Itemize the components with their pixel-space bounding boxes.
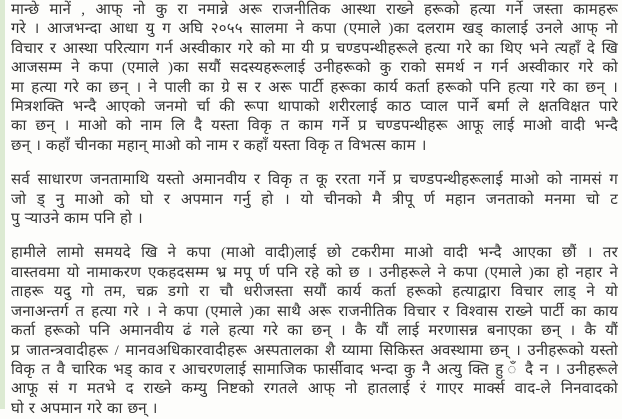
paragraph-1	[11, 1, 618, 156]
text-line: आजसम्म ने कपा (एमाले )का सयौं सदस्यहरूलाई उनीहरूको कु राको समर्थ न गर्न अस्वीकार गरे को	[11, 60, 618, 77]
text-line: वास्तवमा यो नामाकरण एकहदसम्म भ्र मपू र्ण पनि रहे को छ । उनीहरूले ने कपा (एमाले )का हो नहार ने	[11, 264, 618, 281]
article-text	[5, 0, 620, 419]
text-line: जनाअन्तर्ग त हत्या गरे । ने कपा (एमाले )का साथै अरू राजनीतिक विचार र विश्वास राख्ने पार्टी का काय	[11, 303, 618, 320]
text-line: सर्व साधारण जनतामाथि यस्तो अमानवीय र विकृ त कू ररता गर्ने प्र चण्डपन्थीहरूलाई माओ को नामसं ग	[11, 172, 618, 189]
text-line: जो ड् नु माओ को घो र अपमान गर्नु हो । यो चीनको मै त्रीपू र्ण महान जनताको मनमा चो ट	[11, 191, 618, 208]
text-line: गरे । आजभन्दा आधा यु ग अघि २०५५ सालमा ने कपा (एमाले )का दलराम खड् कालाई उनले आफ् नो	[11, 21, 618, 38]
text-line: छन् । कहाँ चीनका महान् माओ को नाम र कहाँ यस्ता विकृ त विभत्स काम ।	[11, 137, 427, 154]
text-line: आफू सं ग मतभे द राख्ने कम्यु निष्टको रगतले आफ् नो हातलाई रं गाएर मार्क्स वाद-ले निनवादको	[11, 381, 618, 398]
text-line: मित्रशक्ति भन्दै आएको जनमो र्चा की रूपा थापाको शरीरलाई काठ प्वाल पार्ने बर्मा ले क्षतविक्षत पारे	[11, 99, 618, 116]
text-line: पु ऱ्याउने काम पनि हो ।	[11, 211, 143, 228]
paragraph-2	[11, 171, 618, 229]
text-line: हामीले लामो समयदे खि ने कपा (माओ वादी)लाई छो टकरीमा माओ वादी भन्दै आएका छौं । तर	[11, 245, 618, 262]
text-line: का छन् । माओ को नाम लि दै यस्ता विकृ त काम गर्ने प्र चण्डपन्थीहरू आफू लाई माओ वादी भन्दै	[11, 118, 618, 135]
text-line: प्र जातन्त्रवादीहरू / मानवअधिकारवादीहरू अस्पतालका शै य्यामा सिकिस्त अवस्थामा छन् । उनीहरूको यस्तो	[11, 342, 618, 359]
text-line: घो र अपमान गरे का छन् ।	[11, 400, 158, 417]
text-line: विकृ त वै चारिक भड् काव र आचरणलाई सामाजिक फार्सीवाद भन्दा कु नै अत्यु क्ति हु ँ दै न । उनीहरूले	[11, 361, 618, 378]
text-line: मा हत्या गरे का छन् । ने पाली का ग्रे स र अरू पार्टी हरूका कार्य कर्ता हरूको पनि हत्या गरे का छन् ।	[11, 79, 618, 96]
text-line: ताहरू यदु गो तम, चक्र डगो रा चौ धरीजस्ता सयौं कार्य कर्ता हरूको हत्याद्वारा विचार लाड् ने यो	[11, 284, 618, 301]
text-line: मान्छे मानें , आफ् नो कु रा नमान्ने अरू राजनीतिक आस्था राख्ने हरूको हत्या गर्ने जस्ता कामहरू	[11, 2, 618, 18]
text-line: कर्ता हरूको पनि अमानवीय ढं गले हत्या गरे का छन् । कै यौं लाई मरणासन्न बनाएका छन् । कै यौं	[11, 323, 618, 340]
text-line: विचार र आस्था परित्याग गर्न अस्वीकार गरे को मा यी प्र चण्डपन्थीहरूले हत्या गरे का थिए भने त्यहाँ दे खि	[11, 40, 618, 57]
paragraph-3	[11, 244, 618, 419]
